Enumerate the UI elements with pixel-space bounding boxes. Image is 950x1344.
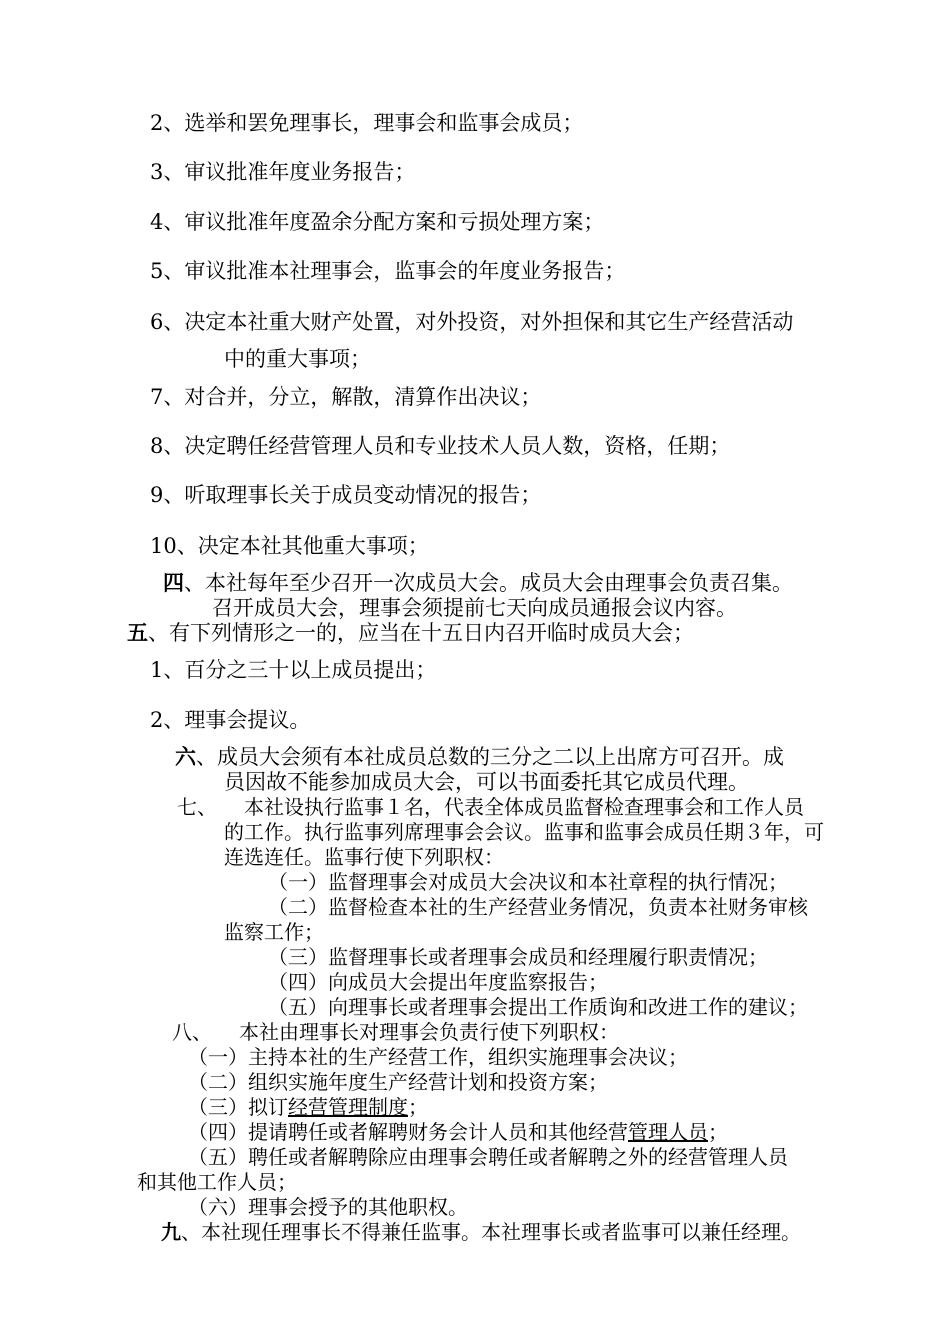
- section-6-number: 六: [175, 744, 196, 769]
- management-system-link[interactable]: 经营管理制度: [288, 1095, 408, 1119]
- section-8-power-4-post: ；: [708, 1120, 728, 1144]
- section-4-cont: 召开成员大会，理事会须提前七天向成员通报会议内容。: [212, 596, 737, 620]
- section-9-number: 九: [161, 1220, 181, 1244]
- item-2: 2、选举和罢免理事长，理事会和监事会成员；: [150, 111, 584, 135]
- section-8-power-4: [188, 1119, 728, 1145]
- section-8-power-3: [188, 1094, 428, 1120]
- section-7-power-2: （二）监督检查本社的生产经营业务情况，负责本社财务审核: [268, 895, 808, 919]
- section-5-item-1: 1、百分之三十以上成员提出；: [150, 658, 437, 682]
- section-9-text: 、本社现任理事长不得兼任监事。本社理事长或者监事可以兼任经理。: [181, 1220, 801, 1244]
- section-8-power-5: （五）聘任或者解聘除应由理事会聘任或者解聘之外的经营管理人员: [188, 1145, 788, 1169]
- section-6: [175, 744, 784, 770]
- item-10: 10、决定本社其他重大事项；: [150, 534, 429, 558]
- section-7-line-2: 的工作。执行监事列席理事会会议。监事和监事会成员任期３年，可: [224, 820, 824, 844]
- section-6-cont: 员因故不能参加成员大会，可以书面委托其它成员代理。: [224, 770, 749, 794]
- section-7-power-1: （一）监督理事会对成员大会决议和本社章程的执行情况；: [268, 870, 788, 894]
- section-4-text: 、本社每年至少召开一次成员大会。成员大会由理事会负责召集。: [184, 571, 793, 595]
- section-7-line-1: 本社设执行监事１名，代表全体成员监督检查理事会和工作人员: [244, 795, 804, 819]
- section-8-power-2: （二）组织实施年度生产经营计划和投资方案；: [188, 1070, 608, 1094]
- section-8-line-1: 本社由理事长对理事会负责行使下列职权：: [239, 1020, 619, 1044]
- section-8-power-6: （六）理事会授予的其他职权。: [188, 1195, 468, 1219]
- section-9: [161, 1219, 801, 1245]
- section-7-number: 七、: [177, 795, 217, 819]
- section-5-text: 、有下列情形之一的，应当在十五日内召开临时成员大会；: [148, 621, 694, 645]
- section-7-power-2-cont: 监察工作；: [224, 920, 324, 944]
- section-8-power-3-post: ；: [408, 1095, 428, 1119]
- item-3: 3、审议批准年度业务报告；: [150, 160, 416, 184]
- section-8-power-4-pre: （四）提请聘任或者解聘财务会计人员和其他经营: [188, 1120, 628, 1144]
- section-7-power-5: （五）向理事长或者理事会提出工作质询和改进工作的建议；: [268, 995, 808, 1019]
- section-5: [127, 620, 694, 646]
- item-4: 4、审议批准年度盈余分配方案和亏损处理方案；: [150, 210, 605, 234]
- section-8-power-5-cont: 和其他工作人员；: [137, 1170, 297, 1194]
- section-8-power-1: （一）主持本社的生产经营工作，组织实施理事会决议；: [188, 1045, 688, 1069]
- item-6: 6、决定本社重大财产处置，对外投资，对外担保和其它生产经营活动: [150, 310, 794, 334]
- section-8-power-3-pre: （三）拟订: [188, 1095, 288, 1119]
- item-8: 8、决定聘任经营管理人员和专业技术人员人数，资格，任期；: [150, 434, 731, 458]
- management-staff-link[interactable]: 管理人员: [628, 1120, 708, 1144]
- section-7-power-4: （四）向成员大会提出年度监察报告；: [268, 970, 608, 994]
- item-9: 9、听取理事长关于成员变动情况的报告；: [150, 483, 542, 507]
- item-7: 7、对合并，分立，解散，清算作出决议；: [150, 385, 542, 409]
- section-8-number: 八、: [172, 1020, 212, 1044]
- section-7-line-3: 连选连任。监事行使下列职权：: [224, 845, 504, 869]
- section-7-power-3: （三）监督理事长或者理事会成员和经理履行职责情况；: [268, 945, 768, 969]
- section-4-number: 四: [163, 570, 184, 595]
- section-6-text: 、成员大会须有本社成员总数的三分之二以上出席方可召开。成: [196, 745, 784, 769]
- section-4: [163, 570, 793, 596]
- section-5-number: 五: [127, 620, 148, 645]
- section-5-item-2: 2、理事会提议。: [150, 708, 311, 732]
- item-6-cont: 中的重大事项；: [224, 347, 371, 371]
- item-5: 5、审议批准本社理事会，监事会的年度业务报告；: [150, 259, 626, 283]
